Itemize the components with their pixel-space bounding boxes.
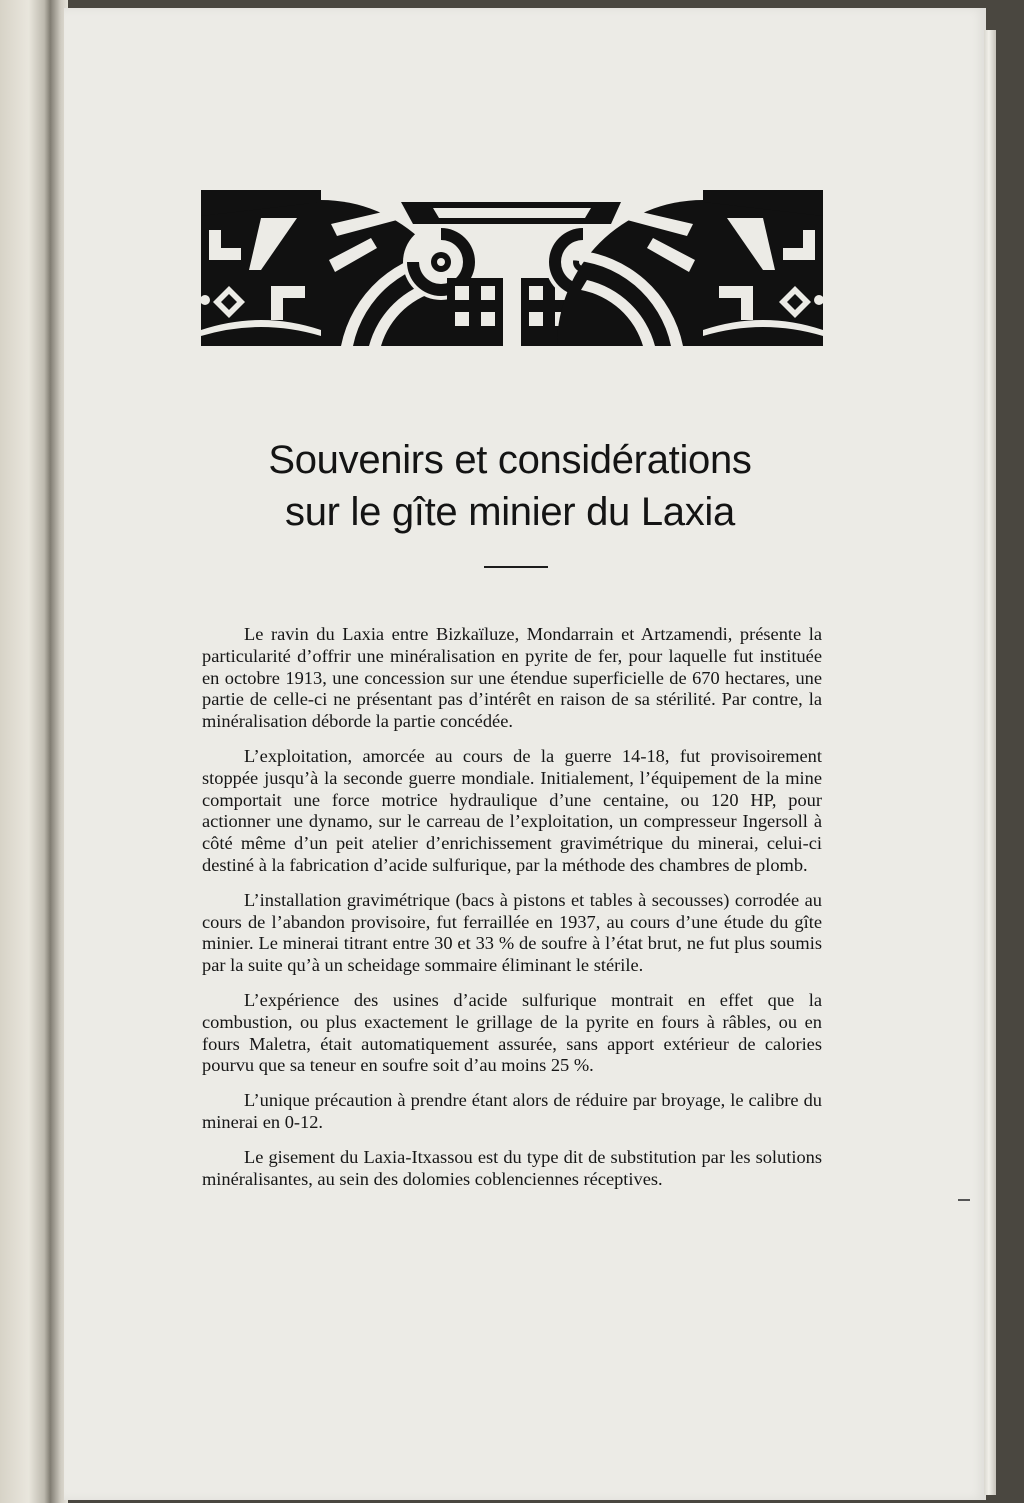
title-divider — [484, 566, 548, 568]
article-title — [190, 434, 830, 538]
paragraph: L’exploitation, amorcée au cours de la guerre 14-18, fut provisoirement stoppée jusqu’à la seconde guerre mondiale. Initialement, l’équipement de la mine comportait une force motrice hydraulique d’une centaine, ou 120 HP, pour actionner une dynamo, sur le carreau de l’exploitation, un compresseur Ingersoll à côté même d’un peit atelier d’enrichissement gravimétrique du minerai, celui-ci destiné à la fabrication d’acide sulfurique, par la méthode des chambres de plomb. — [202, 745, 822, 875]
paragraph: L’unique précaution à prendre étant alors de réduire par broyage, le calibre du minerai en 0-12. — [202, 1090, 822, 1132]
paragraph: L’expérience des usines d’acide sulfurique montrait en effet que la combustion, ou plus exactement le grillage de la pyrite en fours à râbles, ou en fours Maletra, était automatiquement assurée, sans apport extérieur de calories pourvu que sa teneur en soufre soit d’au moins 25 %. — [202, 989, 822, 1076]
paragraph: Le gisement du Laxia-Itxassou est du type dit de substitution par les solutions minéralisantes, au sein des dolomies coblenciennes réceptives. — [202, 1146, 822, 1189]
paragraph: L’installation gravimétrique (bacs à pistons et tables à secousses) corrodée au cours de l’abandon provisoire, fut ferraillée en 1937, au cours d’une étude du gîte minier. Le minerai titrant entre 30 et 33 % de soufre à l’état brut, ne fut plus soumis par la suite qu’à un scheidage sommaire éliminant le stérile. — [202, 889, 822, 976]
margin-mark — [958, 1199, 970, 1201]
facing-page-edge — [0, 0, 52, 1503]
page-stack-edge — [984, 30, 996, 1495]
title-line-2: sur le gîte minier du Laxia — [285, 490, 735, 534]
article-body — [202, 624, 822, 1203]
title-line-1: Souvenirs et considérations — [268, 438, 752, 482]
basque-decorative-frieze-icon — [201, 190, 823, 346]
paragraph: Le ravin du Laxia entre Bizkaïluze, Mondarrain et Artzamendi, présente la particularité d’offrir une minéralisation en pyrite de fer, pour laquelle fut instituée en octobre 1913, une concession sur une étendue superficielle de 670 hectares, une partie de celle-ci ne présentant pas d’intérêt en raison de sa stérilité. Par contre, la minéralisation déborde la partie concédée. — [202, 624, 822, 732]
